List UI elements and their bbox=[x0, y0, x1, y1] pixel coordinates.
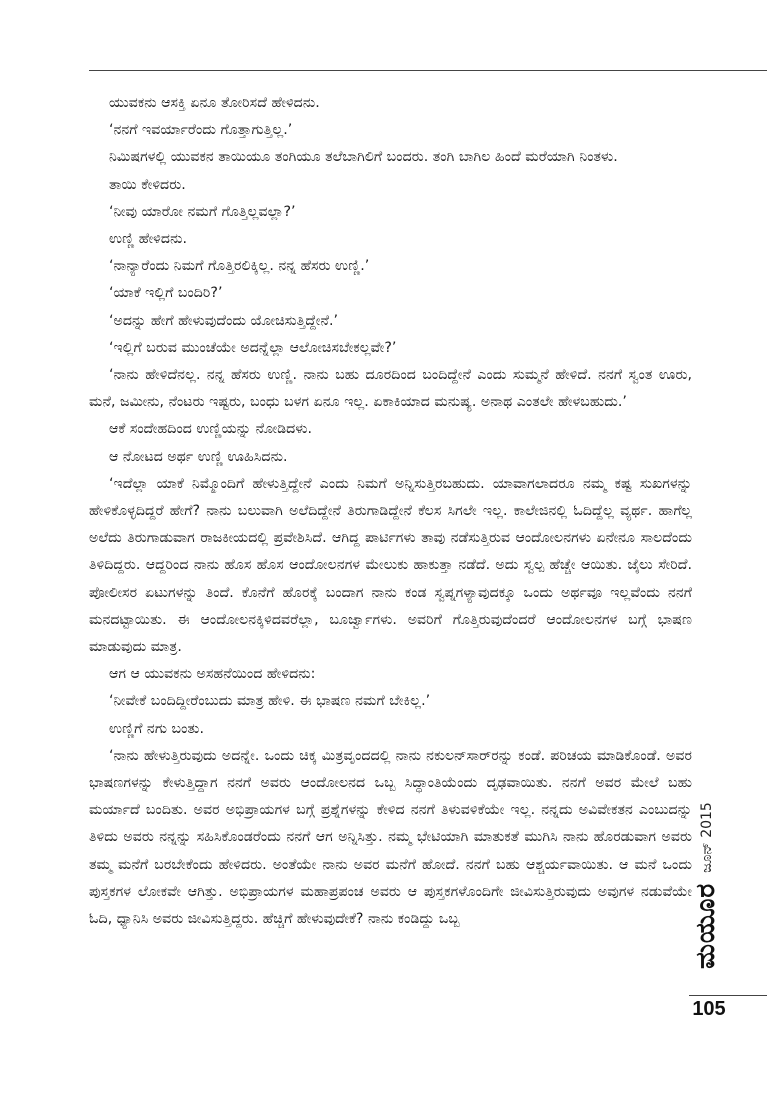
paragraph: ‘ನೀವು ಯಾರೋ ನಮಗೆ ಗೊತ್ತಿಲ್ಲವಲ್ಲಾ?’ bbox=[109, 203, 296, 220]
paragraph: ಉಣ್ಣಿಗೆ ನಗು ಬಂತು. bbox=[109, 720, 204, 737]
paragraph: ಉಣ್ಣಿ ಹೇಳಿದನು. bbox=[109, 231, 187, 248]
paragraph: ಯುವಕನು ಆಸಕ್ತಿ ಏನೂ ತೋರಿಸದೆ ಹೇಳಿದನು. bbox=[109, 95, 320, 111]
page-number-rule bbox=[689, 995, 767, 996]
paragraph: ‘ನನಗೆ ಇವರ್ಯಾರೆಂದು ಗೊತ್ತಾಗುತ್ತಿಲ್ಲ.’ bbox=[109, 122, 293, 139]
paragraph: ‘ಇಲ್ಲಿಗೆ ಬರುವ ಮುಂಚೆಯೇ ಅದನ್ನೆಲ್ಲಾ ಆಲೋಚಿಸಬೇಕಲ್ಲವೇ?’ bbox=[109, 339, 397, 356]
page-number: 105 bbox=[692, 998, 726, 1020]
paragraph: ‘ನೀವೇಕೆ ಬಂದಿದ್ದೀರೆಂಬುದು ಮಾತ್ರ ಹೇಳಿ. ಈ ಭಾಷಣ ನಮಗೆ ಬೇಕಿಲ್ಲ.’ bbox=[109, 693, 431, 710]
paragraph: ಆಗ ಆ ಯುವಕನು ಅಸಹನೆಯಿಂದ ಹೇಳಿದನು: bbox=[109, 666, 316, 683]
paragraph: ಆ ನೋಟದ ಅರ್ಥ ಉಣ್ಣಿ ಊಹಿಸಿದನು. bbox=[109, 448, 288, 465]
paragraph: ‘ಅದನ್ನು ಹೇಗೆ ಹೇಳುವುದೆಂದು ಯೋಚಿಸುತ್ತಿದ್ದೇನೆ.’ bbox=[109, 312, 338, 329]
paragraph: ಆಕೆ ಸಂದೇಹದಿಂದ ಉಣ್ಣಿಯನ್ನು ನೋಡಿದಳು. bbox=[109, 421, 313, 438]
paragraph: ‘ನಾನು ಹೇಳುತ್ತಿರುವುದು ಅದನ್ನೇ. ಒಂದು ಚಿಕ್ಕ ಮಿತ್ರವೃಂದದಲ್ಲಿ ನಾನು ನಕುಲನ್‌ಸಾರ್‌ರನ್ನು ಕಂಡೆ. ಪರಿಚಯ ಮಾಡಿಕೊಂಡೆ. ಅವರ ಭಾಷಣಗಳನ್ನು ಕೇಳುತ್ತಿದ್ದಾಗ ನನಗೆ ಅವರು ಆಂದೋಲನದ ಒಬ್ಬ ಸಿದ್ಧಾಂತಿಯೆಂದು ದೃಢವಾಯಿತು. ನನಗೆ ಅವರ ಮೇಲೆ ಬಹು ಮರ್ಯಾದೆ ಬಂದಿತು. ಅವರ ಅಭಿಪ್ರಾಯಗಳ ಬಗ್ಗೆ ಪ್ರಶ್ನೆಗಳನ್ನು ಕೇಳಿದ ನನಗೆ ತಿಳುವಳಿಕೆಯೇ ಇಲ್ಲ. ನನ್ನದು ಅವಿವೇಕತನ ಎಂಬುದನ್ನು ತಿಳಿದು ಅವರು ನನ್ನನ್ನು ಸಹಿಸಿಕೊಂಡರೆಂದು ನನಗೆ ಆಗ ಅನ್ನಿಸಿತ್ತು. ನಮ್ಮ ಭೇಟಿಯಾಗಿ ಮಾತುಕತೆ ಮುಗಿಸಿ ನಾನು ಹೊರಡುವಾಗ ಅವರು ತಮ್ಮ ಮನೆಗೆ ಬರಬೇಕೆಂದು ಹೇಳಿದರು. ಅಂತೆಯೇ ನಾನು ಅವರ ಮನೆಗೆ ಹೋದೆ. ನನಗೆ ಬಹು ಆಶ್ಚರ್ಯವಾಯಿತು. ಆ ಮನೆ ಒಂದು ಪುಸ್ತಕಗಳ ಲೋಕವೇ ಆಗಿತ್ತು. ಅಭಿಪ್ರಾಯಗಳ ಮಹಾಪ್ರಪಂಚ ಅವರು ಆ ಪುಸ್ತಕಗಳೊಂದಿಗೇ ಜೀವಿಸುತ್ತಿರುವುದು ಅವುಗಳ ನಡುವೆಯೇ ಓದಿ, ಧ್ಯಾನಿಸಿ ಅವರು ಜೀವಿಸುತ್ತಿದ್ದರು. ಹೆಚ್ಚಿಗೆ ಹೇಳುವುದೇಕೆ? ನಾನು ಕಂಡಿದ್ದು ಒಬ್ಬ bbox=[89, 747, 692, 928]
paragraph: ತಾಯಿ ಕೇಳಿದರು. bbox=[109, 176, 186, 193]
paragraph: ‘ಯಾಕೆ ಇಲ್ಲಿಗೆ ಬಂದಿರಿ?’ bbox=[109, 285, 223, 302]
issue-date: ಜೂನ್ 2015 bbox=[698, 801, 715, 873]
magazine-name: ಮಯೂರ bbox=[690, 882, 721, 969]
paragraph: ‘ಇದೆಲ್ಲಾ ಯಾಕೆ ನಿಮ್ಮೊಂದಿಗೆ ಹೇಳುತ್ತಿದ್ದೇನೆ ಎಂದು ನಿಮಗೆ ಅನ್ನಿಸುತ್ತಿರಬಹುದು. ಯಾವಾಗಲಾದರೂ ನಮ್ಮ ಕಷ್ಟ ಸುಖಗಳನ್ನು ಹೇಳಿಕೊಳ್ಳದಿದ್ದರೆ ಹೇಗೆ? ನಾನು ಬಲುವಾಗಿ ಅಲೆದಿದ್ದೇನೆ ತಿರುಗಾಡಿದ್ದೇನೆ ಕೆಲಸ ಸಿಗಲೇ ಇಲ್ಲ. ಕಾಲೇಜಿನಲ್ಲಿ ಓದಿದ್ದೆಲ್ಲ ವ್ಯರ್ಥ. ಹಾಗೆಲ್ಲ ಅಲೆದು ತಿರುಗಾಡುವಾಗ ರಾಜಕೀಯದಲ್ಲಿ ಪ್ರವೇಶಿಸಿದೆ. ಆಗಿದ್ದ ಪಾರ್ಟಿಗಳು ತಾವು ನಡೆಸುತ್ತಿರುವ ಆಂದೋಲನಗಳು ಏನೇನೂ ಸಾಲದೆಂದು ತಿಳಿದಿದ್ದರು. ಆದ್ದರಿಂದ ನಾನು ಹೊಸ ಹೊಸ ಆಂದೋಲನಗಳ ಮೇಲುಕು ಹಾಕುತ್ತಾ ನಡೆದೆ. ಅದು ಸ್ವಲ್ಪ ಹೆಚ್ಚೇ ಆಯಿತು. ಜೈಲು ಸೇರಿದೆ. ಪೋಲೀಸರ ಏಟುಗಳನ್ನು ತಿಂದೆ. ಕೊನೆಗೆ ಹೊರಕ್ಕೆ ಬಂದಾಗ ನಾನು ಕಂಡ ಸ್ವಪ್ನಗಳ್ಯಾವುದಕ್ಕೂ ಒಂದು ಅರ್ಥವೂ ಇಲ್ಲವೆಂದು ನನಗೆ ಮನದಟ್ಟಾಯಿತು. ಈ ಆಂದೋಲನಕ್ಕಿಳಿದವರೆಲ್ಲಾ, ಬೂರ್ಜ್ವಾಗಳು. ಅವರಿಗೆ ಗೊತ್ತಿರುವುದೆಂದರೆ ಆಂದೋಲನಗಳ ಬಗ್ಗೆ ಭಾಷಣ ಮಾಡುವುದು ಮಾತ್ರ. bbox=[89, 475, 692, 656]
paragraph: ನಿಮಿಷಗಳಲ್ಲಿ ಯುವಕನ ತಾಯಿಯೂ ತಂಗಿಯೂ ತಲೆಬಾಗಿಲಿಗೆ ಬಂದರು. ತಂಗಿ ಬಾಗಿಲ ಹಿಂದೆ ಮರೆಯಾಗಿ ನಿಂತಳು. bbox=[109, 149, 618, 166]
article-body bbox=[89, 90, 692, 933]
magazine-margin-tab bbox=[690, 801, 721, 969]
top-rule bbox=[89, 70, 767, 71]
paragraph: ‘ನಾನ್ಯಾರೆಂದು ನಿಮಗೆ ಗೊತ್ತಿರಲಿಕ್ಕಿಲ್ಲ. ನನ್ನ ಹೆಸರು ಉಣ್ಣಿ.’ bbox=[109, 258, 370, 275]
paragraph: ‘ನಾನು ಹೇಳಿದೆನಲ್ಲ. ನನ್ನ ಹೆಸರು ಉಣ್ಣಿ. ನಾನು ಬಹು ದೂರದಿಂದ ಬಂದಿದ್ದೇನೆ ಎಂದು ಸುಮ್ಮನೆ ಹೇಳಿದೆ. ನನಗೆ ಸ್ವಂತ ಊರು, ಮನೆ, ಜಮೀನು, ನೆಂಟರು ಇಷ್ಟರು, ಬಂಧು ಬಳಗ ಏನೂ ಇಲ್ಲ. ಏಕಾಕಿಯಾದ ಮನುಷ್ಯ. ಅನಾಥ ಎಂತಲೇ ಹೇಳಬಹುದು.’ bbox=[89, 367, 692, 411]
